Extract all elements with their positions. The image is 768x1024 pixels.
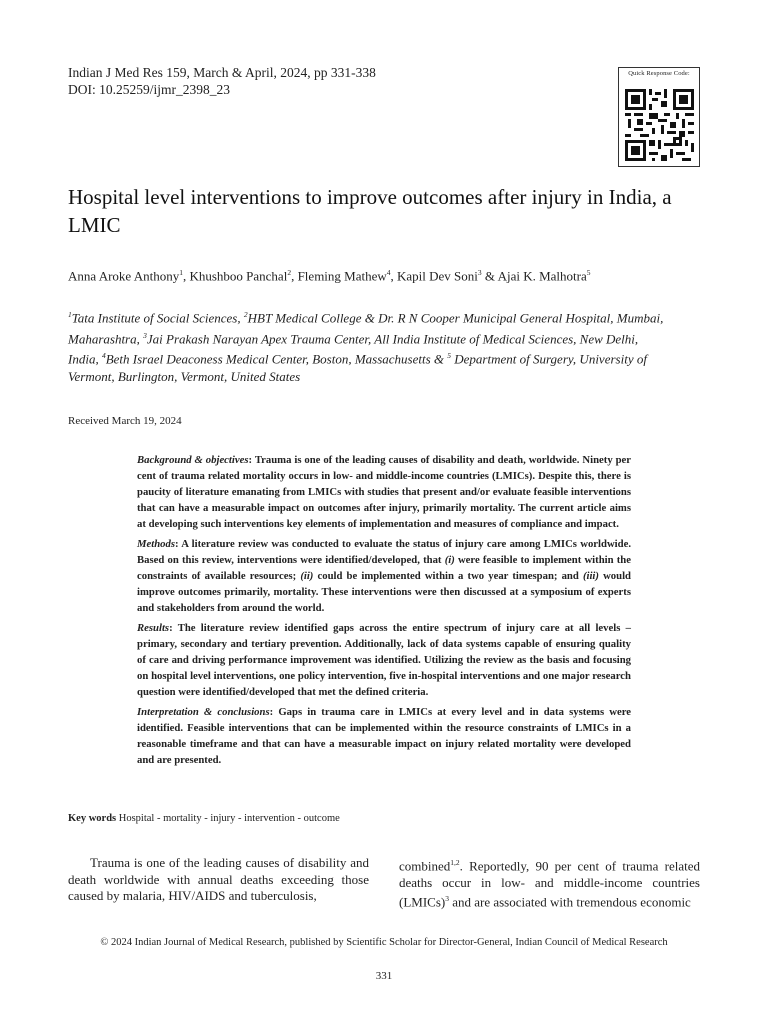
keywords-label: Key words (68, 813, 117, 824)
abstract-section-text: : Trauma is one of the leading causes of disability and death, worldwide. Ninety per cent of trauma related mortality occurs in low- and middle-income countries (LMICs). Despite this, there is paucity of literature emanating from LMICs with studies that present and/or evaluate feasible interventions that can have a measurable impact on outcomes after injury, primarily mortality. The current article aims at developing such interventions key elements of implementation and measures of compliance and impact. (137, 454, 632, 530)
keywords (68, 813, 340, 824)
abstract (137, 452, 631, 772)
author-affiliation-marker: 5 (586, 268, 591, 277)
author-name[interactable]: Kapil Dev Soni (397, 268, 478, 284)
journal-header (68, 64, 376, 98)
page-number: 331 (375, 970, 393, 982)
affiliation-marker: 3 (143, 330, 147, 340)
author-separator: , (182, 268, 190, 284)
qr-code-box (618, 67, 700, 167)
citation-line: Indian J Med Res 159, March & April, 2024, pp 331-338 (68, 65, 376, 80)
author-name[interactable]: Khushboo Panchal (189, 268, 288, 284)
copyright-notice: © 2024 Indian Journal of Medical Research, published by Scientific Scholar for Director-General, Indian Council of Medical Research (100, 937, 668, 948)
abstract-section-text: would improve outcomes primarily, mortality. These interventions were then discussed at a symposium of experts and stakeholders from around the world. (137, 570, 632, 614)
affiliation-marker: 4 (101, 351, 106, 361)
author-name[interactable]: Ajai K. Malhotra (497, 268, 587, 284)
keywords-text: Hospital - mortality - injury - intervention - outcome (116, 813, 340, 824)
author-separator: , (390, 268, 398, 284)
author-name[interactable]: Anna Aroke Anthony (68, 268, 180, 284)
qr-code-icon (625, 89, 694, 161)
body-text: . Reportedly, 90 per cent of trauma related deaths occur in low- and middle-income countries (LMICs) (399, 858, 700, 910)
author-affiliation-marker: 4 (386, 268, 391, 277)
body-text: combined (399, 858, 451, 874)
abstract-section-text: : Gaps in trauma care in LMICs at every level and in data systems were identified. Feasible interventions that can be implemented within the resource constraints of LMICs in a reasonable timeframe and that can have a measurable impact on injury related mortality were developed and are presented. (137, 706, 632, 766)
body-column-left: Trauma is one of the leading causes of disability and death worldwide with annual deaths exceeding those caused by malaria, HIV/AIDS and tuberculosis, (68, 855, 369, 903)
affiliation-marker: 5 (447, 351, 452, 361)
author-separator: & (481, 268, 498, 284)
affiliation-text: Beth Israel Deaconess Medical Center, Boston, Massachusetts & (105, 351, 448, 367)
abstract-section-text: could be implemented within a two year timespan; and (313, 570, 583, 582)
doi-line[interactable]: DOI: 10.25259/ijmr_2398_23 (68, 82, 230, 97)
list-marker: (ii) (300, 570, 314, 582)
author-affiliation-marker: 3 (477, 268, 482, 277)
abstract-section-text: : The literature review identified gaps across the entire spectrum of injury care at all levels – primary, secondary and tertiary prevention. Additionally, lack of data systems capable of ensuring quality of care and driving performance improvement was identified. Utilizing the review as the basis and focusing on hospital level interventions, one policy intervention, five in-hospital interventions and one major research question were identified/developed that met the defined criteria. (137, 622, 631, 698)
affiliation-text: Jai Prakash Narayan Apex Trauma Center, All India Institute of Medical Sciences, New Delhi, India, (68, 330, 639, 367)
abstract-section-label: Background & objectives (137, 454, 249, 466)
affiliation-text: Tata Institute of Social Sciences, (71, 310, 244, 326)
qr-code-label: Quick Response Code: (628, 70, 690, 77)
article-title: Hospital level interventions to improve outcomes after injury in India, a LMIC (68, 185, 672, 237)
affiliation-marker: 2 (243, 310, 248, 319)
abstract-section-label: Interpretation & conclusions (137, 706, 270, 718)
received-date: Received March 19, 2024 (68, 415, 182, 427)
author-affiliation-marker: 2 (287, 268, 292, 277)
author-name[interactable]: Fleming Mathew (297, 268, 387, 284)
abstract-background (137, 452, 631, 532)
affiliations (68, 306, 668, 385)
affiliation-marker: 1 (68, 310, 72, 319)
body-text: and are associated with tremendous economic (448, 894, 691, 910)
abstract-section-label: Results (137, 622, 170, 634)
abstract-section-text: : A literature review was conducted to evaluate the status of injury care among LMICs worldwide. Based on this review, interventions were identified/developed, that (137, 538, 631, 566)
abstract-section-label: Methods (137, 538, 176, 550)
list-marker: (iii) (582, 570, 599, 582)
body-column-right (399, 855, 700, 911)
abstract-conclusions (137, 704, 631, 768)
affiliation-text: HBT Medical College & Dr. R N Cooper Municipal General Hospital, Mumbai, Maharashtra, (68, 310, 664, 346)
citation-marker[interactable]: 1,2 (450, 858, 460, 867)
list-marker: (i) (444, 554, 455, 566)
citation-marker[interactable]: 3 (445, 894, 449, 904)
abstract-results (137, 620, 631, 700)
author-affiliation-marker: 1 (179, 268, 183, 277)
affiliation-text: Department of Surgery, University of Vermont, Burlington, Vermont, United States (68, 351, 647, 384)
author-list (68, 268, 590, 284)
author-separator: , (291, 268, 298, 284)
abstract-methods (137, 536, 631, 616)
abstract-section-text: were feasible to implement within the constraints of available resources; (137, 554, 631, 582)
